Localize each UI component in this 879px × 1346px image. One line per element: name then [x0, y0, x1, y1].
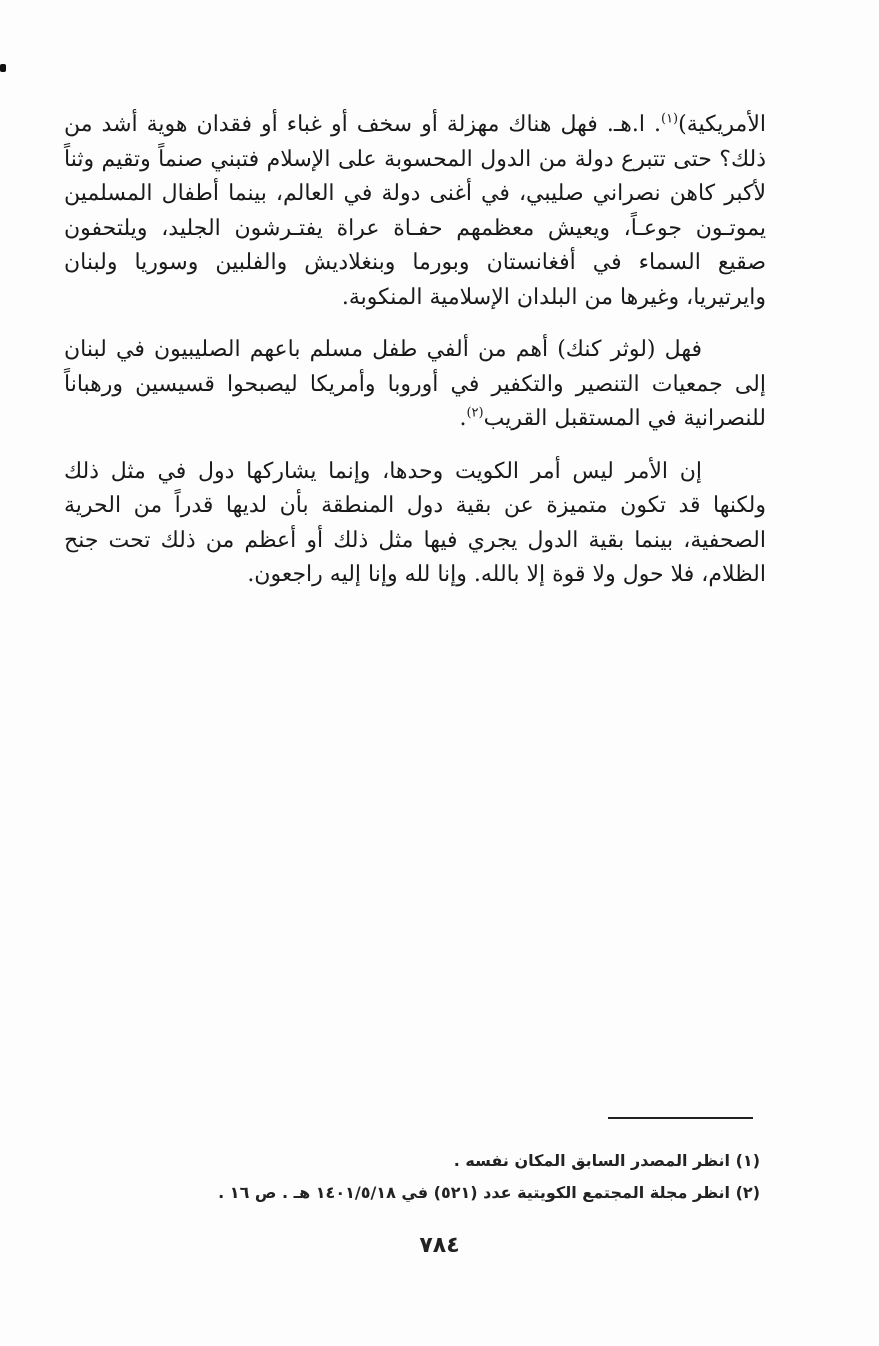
footnote-2: (٢) انظر مجلة المجتمع الكويتية عدد (٥٢١) في ١٤٠١/٥/١٨ هـ . ص ١٦ .: [218, 1183, 760, 1202]
footnote-1: (١) انظر المصدر السابق المكان نفسه .: [453, 1151, 760, 1170]
footnote-separator: [608, 1117, 753, 1119]
footnotes: [120, 1145, 760, 1209]
page-number: ٧٨٤: [419, 1233, 460, 1258]
paragraph-2-text-start: فهل (لوثر كنك) أهم من ألفي طفل مسلم باعهم الصليبيون في لبنان إلى جمعيات التنصير والتكفير في أوروبا وأمريكا ليصبحوا قسيسين ورهباناً للنصرانية في المستقبل القريب: [64, 337, 766, 431]
paragraph-1-text-end: . ا.هـ. فهل هناك مهزلة أو سخف أو غباء أو فقدان هوية أشد من ذلك؟ حتى تتبرع دولة من الدول المحسوبة على الإسلام فتبني صنماً وتقيم وثناً لأكبر كاهن نصراني صليبي، في أغنى دولة في العالم، بينما أطفال المسلمين يموتـون جوعـاً، ويعيش معظمهم حفـاة عراة يفتـرشون الجليد، ويلتحفون صقيع السماء في أفغانستان وبورما وبنغلاديش والفلبين وسوريا ولبنان وايرتيريا، وغيرها من البلدان الإسلامية المنكوبة.: [64, 112, 766, 310]
footnote-ref-2: (٢): [466, 405, 484, 421]
paragraph-2: [64, 333, 766, 437]
paragraph-1: [64, 108, 766, 315]
margin-dot: [0, 64, 6, 72]
paragraph-2-text-end: .: [459, 406, 467, 431]
paragraph-3: إن الأمر ليس أمر الكويت وحدها، وإنما يشاركها دول في مثل ذلك ولكنها قد تكون متميزة عن بقية دول المنطقة بأن لديها قدراً من الحرية الصحفية، بينما بقية الدول يجري فيها مثل ذلك أو أعظم من ذلك تحت جنح الظلام، فلا حول ولا قوة إلا بالله. وإنا لله وإنا إليه راجعون.: [64, 458, 766, 587]
paragraph-1-text-start: الأمريكية): [678, 112, 766, 137]
footnote-ref-1: (١): [660, 111, 679, 127]
main-text: [64, 108, 766, 611]
